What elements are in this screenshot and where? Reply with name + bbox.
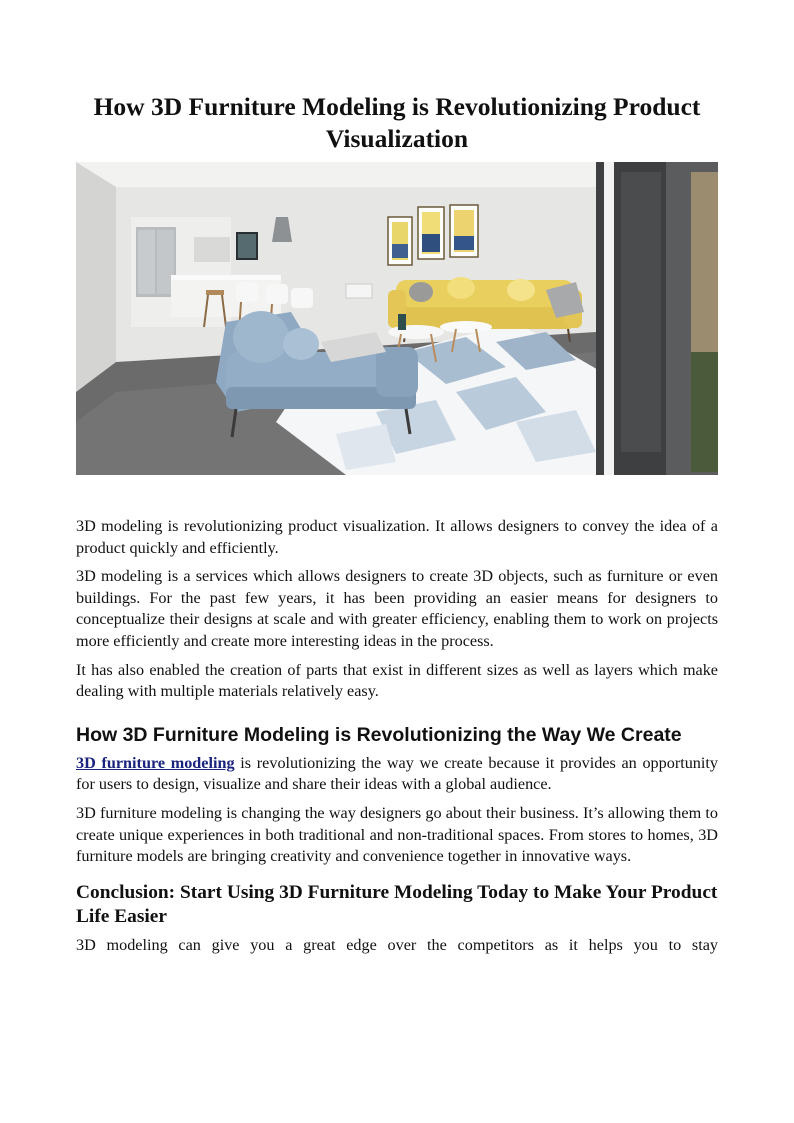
furniture-modeling-link[interactable]: 3D furniture modeling bbox=[76, 753, 235, 772]
intro-paragraph: 3D modeling is a services which allows designers to create 3D objects, such as furniture or even buildings. For the past few years, it has been providing an easier means for designers to conceptualize their designs at scale and with greater efficiency, enabling them to work on projects more efficiently and create more interesting ideas in the process. bbox=[76, 567, 718, 650]
section-paragraph bbox=[76, 753, 718, 796]
document-page bbox=[76, 0, 718, 956]
living-room-illustration bbox=[76, 162, 718, 475]
intro-paragraph: 3D modeling is revolutionizing product visualization. It allows designers to convey the idea of a product quickly and efficiently. bbox=[76, 517, 718, 557]
section-paragraph: 3D furniture modeling is changing the way designers go about their business. It’s allowing them to create unique experiences in both traditional and non-traditional spaces. From stores to homes, 3D furniture models are bringing creativity and convenience together in innovative ways. bbox=[76, 803, 718, 866]
intro-paragraph: It has also enabled the creation of parts that exist in different sizes as well as layers which make dealing with multiple materials relatively easy. bbox=[76, 660, 718, 701]
section-heading: How 3D Furniture Modeling is Revolutionizing the Way We Create bbox=[76, 723, 682, 746]
section-paragraph-text: is revolutionizing the way we create because it provides an opportunity for users to design, visualize and share their ideas with a global audience. bbox=[76, 753, 718, 794]
hero-image bbox=[76, 162, 718, 475]
conclusion-heading: Conclusion: Start Using 3D Furniture Modeling Today to Make Your Product Life Easier bbox=[76, 881, 718, 927]
conclusion-paragraph: 3D modeling can give you a great edge over the competitors as it helps you to stay bbox=[76, 935, 718, 954]
page-title: How 3D Furniture Modeling is Revolutionizing Product Visualization bbox=[93, 92, 701, 153]
